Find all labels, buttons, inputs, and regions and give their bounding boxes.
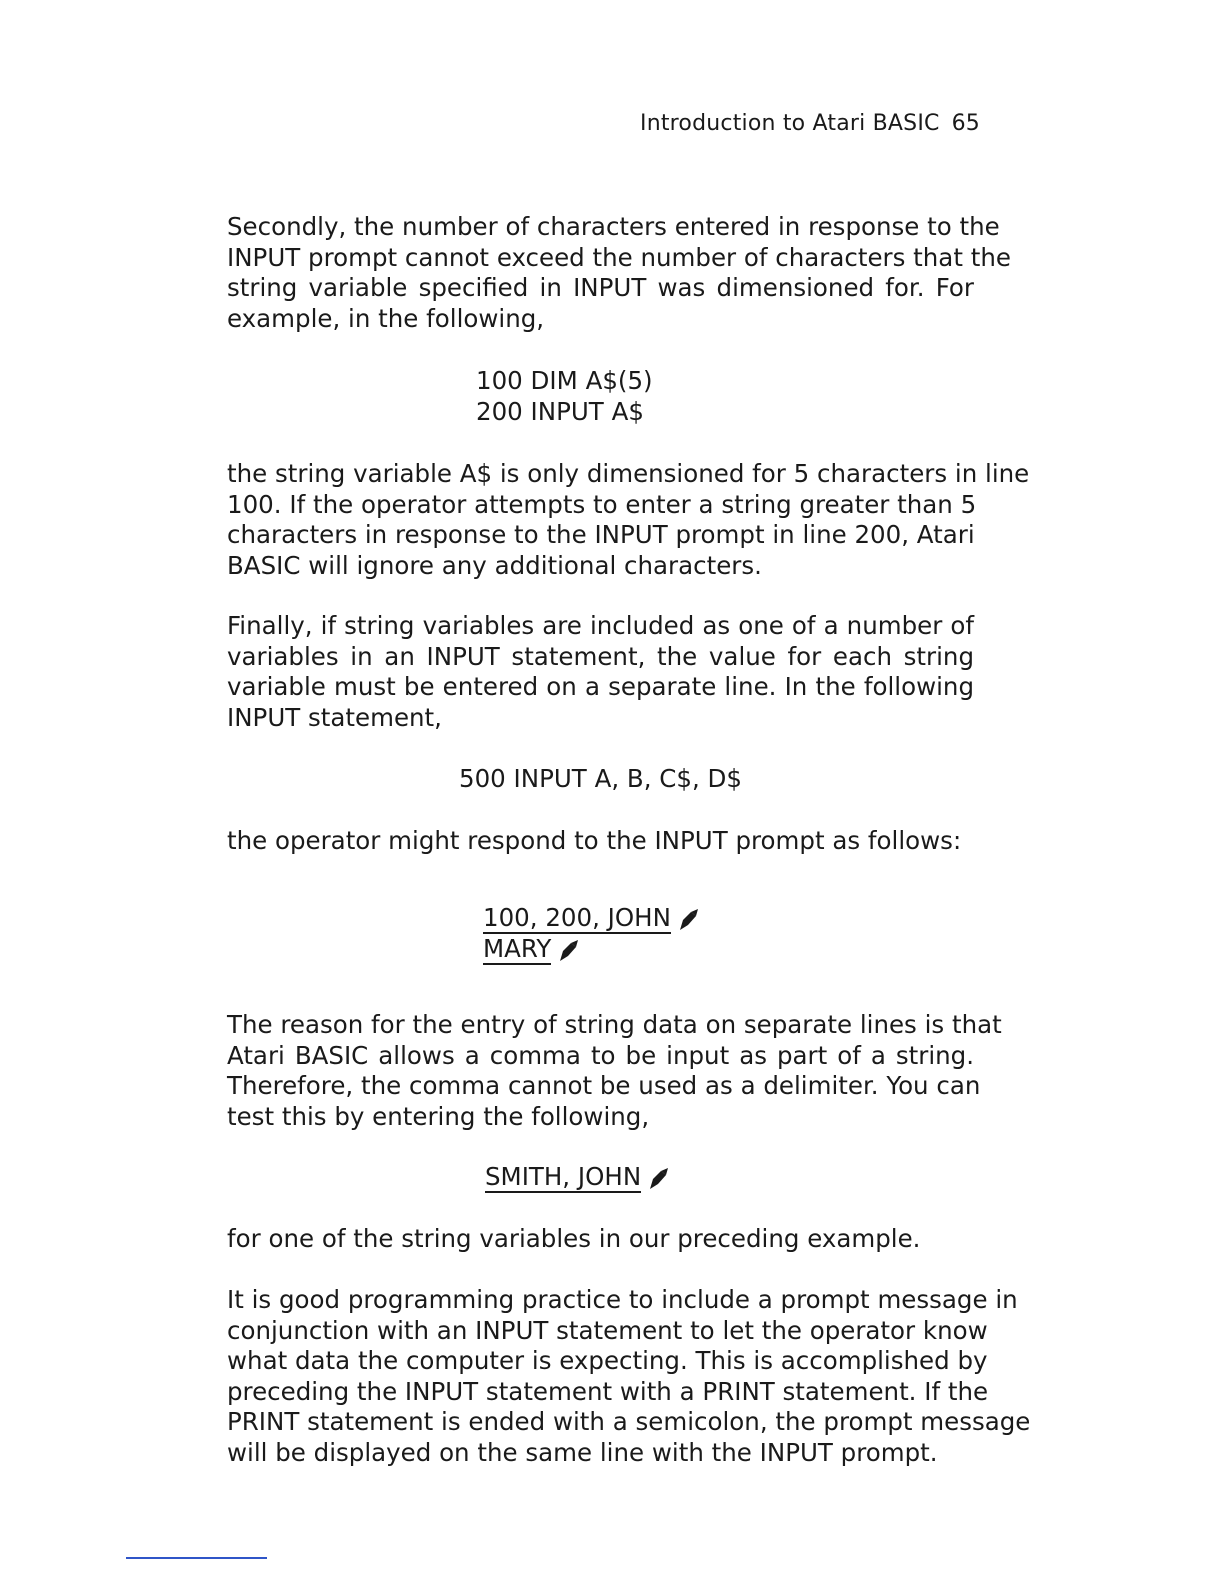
running-title: Introduction to Atari BASIC: [640, 111, 940, 136]
page-header: [640, 111, 980, 136]
text-line: PRINT statement is ended with a semicolon, the prompt message: [227, 1407, 1031, 1436]
typed-entry: 100, 200, JOHN: [483, 903, 671, 932]
text-line: Therefore, the comma cannot be used as a delimiter. You can: [227, 1071, 981, 1100]
text-line: 100. If the operator attempts to enter a string greater than 5: [227, 489, 977, 519]
operator-entry-example: [483, 904, 699, 966]
text-line: It is good programming practice to include a prompt message in: [227, 1285, 1018, 1314]
text-line: preceding the INPUT statement with a PRINT statement. If the: [227, 1376, 989, 1406]
paragraph-good-practice: [227, 1285, 1031, 1468]
code-line: 200 INPUT A$: [476, 396, 644, 426]
text-line: conjunction with an INPUT statement to let the operator know: [227, 1315, 988, 1345]
text-line: string variable specified in INPUT was dimensioned for. For: [227, 273, 974, 302]
text-line: variables in an INPUT statement, the value for each string: [227, 641, 974, 671]
paragraph-dimension: [227, 459, 1030, 581]
paragraph-respond: [227, 826, 974, 857]
paragraph-finally: [227, 611, 974, 733]
text-line: the operator might respond to the INPUT prompt as follows:: [227, 826, 962, 855]
entry-row: [483, 935, 699, 966]
text-line: what data the computer is expecting. This is accomplished by: [227, 1346, 988, 1375]
text-line: test this by entering the following,: [227, 1101, 650, 1131]
page-number: 65: [951, 111, 980, 136]
text-line: Secondly, the number of characters entered in response to the: [227, 212, 1000, 241]
text-line: the string variable A$ is only dimensioned for 5 characters in line: [227, 459, 1030, 488]
operator-entry-smith: [485, 1163, 669, 1194]
return-key-icon: [647, 1167, 669, 1191]
return-key-icon: [557, 939, 579, 963]
paragraph-preceding: [227, 1224, 974, 1255]
entry-row: [485, 1163, 669, 1194]
typed-entry: MARY: [483, 934, 552, 963]
entry-row: [483, 904, 699, 935]
text-line: for one of the string variables in our preceding example.: [227, 1224, 921, 1253]
text-line: example, in the following,: [227, 303, 545, 333]
text-line: Atari BASIC allows a comma to be input as part of a string.: [227, 1040, 974, 1070]
return-key-icon: [677, 908, 699, 932]
text-line: will be displayed on the same line with the INPUT prompt.: [227, 1437, 938, 1467]
text-line: INPUT prompt cannot exceed the number of characters that the: [227, 242, 1011, 272]
paragraph-secondly: [227, 212, 1011, 334]
footer-rule: [126, 1557, 267, 1559]
typed-entry: SMITH, JOHN: [485, 1162, 642, 1191]
text-line: Finally, if string variables are included as one of a number of: [227, 611, 974, 640]
text-line: variable must be entered on a separate line. In the following: [227, 672, 974, 701]
text-line: INPUT statement,: [227, 702, 442, 732]
code-line: 100 DIM A$(5): [476, 366, 653, 395]
text-line: The reason for the entry of string data on separate lines is that: [227, 1010, 1002, 1039]
code-listing-dim: [476, 366, 653, 427]
text-line: BASIC will ignore any additional characters.: [227, 550, 762, 580]
code-listing-input: [459, 764, 742, 795]
paragraph-reason: [227, 1010, 1002, 1132]
code-line: 500 INPUT A, B, C$, D$: [459, 764, 743, 793]
text-line: characters in response to the INPUT prompt in line 200, Atari: [227, 520, 975, 549]
